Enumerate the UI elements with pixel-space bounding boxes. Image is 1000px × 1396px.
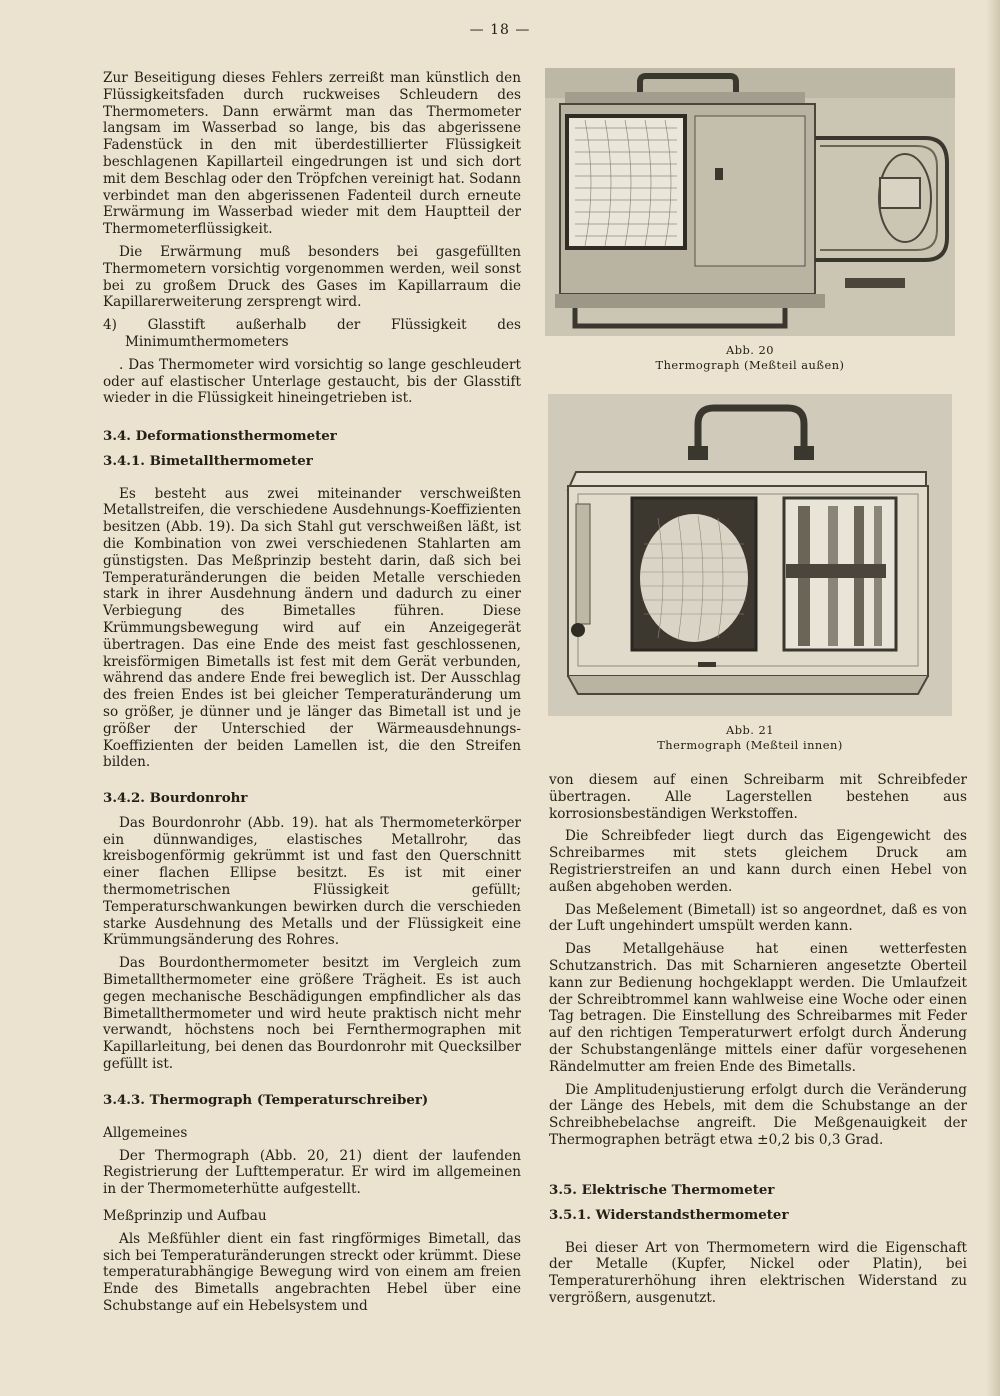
heading-3-4-3: 3.4.3. Thermograph (Temperaturschreiber) — [103, 1092, 429, 1108]
thermograph-interior-illustration — [548, 394, 952, 716]
figure-20-caption — [545, 343, 955, 373]
figure-20-label: Abb. 20 — [725, 343, 775, 357]
figure-21-photo — [548, 394, 952, 716]
heading-3-5-1: 3.5.1. Widerstandsthermometer — [549, 1206, 789, 1223]
figure-21-title: Thermograph (Meßteil innen) — [657, 738, 843, 752]
widerstand-paragraph: Bei dieser Art von Thermometern wird die Eigenschaft der Metalle (Kupfer, Nickel oder Platin), bei Temperaturerhöhung ihren elektrischen Widerstand zu vergrößern, ausgenutzt. — [549, 1239, 967, 1306]
heading-3-4-1: 3.4.1. Bimetallthermometer — [103, 452, 313, 469]
intro-paragraph-1: Zur Beseitigung dieses Fehlers zerreißt man künstlich den Flüssigkeitsfaden durch ruckweises Schleudern des Thermometers. Dann erwärmt man das Thermometer langsam im Wasserbad so lange, bis das abgerissene Fadenstück in den mit überdestillierter Flüssigkeit beschlagenen Kapillarteil eingedrungen ist und sich dort mit dem Beschlag oder den Tröpfchen vereinigt hat. Sodann verbindet man den abgerissenen Fadenteil durch erneute Erwärmung im Wasserbad wieder mit dem Hauptteil der Thermometerflüssigkeit. — [103, 70, 521, 238]
figure-20-title: Thermograph (Meßteil außen) — [655, 358, 845, 372]
right-paragraph-2: Die Schreibfeder liegt durch das Eigengewicht des Schreibarmes mit stets gleichem Druck am Registrierstreifen an und kann durch einen Hebel von außen abgehoben werden. — [549, 828, 967, 895]
heading-3-4-2: 3.4.2. Bourdonrohr — [103, 790, 248, 806]
list-item-4-text: . Das Thermometer wird vorsichtig so lange geschleudert oder auf elastischer Unterlage gestaucht, bis der Glasstift wieder in die Flüssigkeit hineingetrieben ist. — [103, 356, 521, 407]
figure-20-photo — [545, 68, 955, 336]
left-column-top — [103, 70, 521, 413]
bourdon-paragraph-1: Das Bourdonrohr (Abb. 19). hat als Thermometerkörper ein dünnwandiges, elastisches Metallrohr, das kreisbogenförmig gekrümmt ist und fast den Querschnitt einer flachen Ellipse besitzt. Es ist mit einer thermometrischen Flüssigkeit gefüllt; Temperaturschwankungen bewirken durch die verschieden starke Ausdehnung des Metalls und der Flüssigkeit eine Krümmungsänderung des Rohres. — [103, 814, 521, 949]
intro-paragraph-2: Die Erwärmung muß besonders bei gasgefüllten Thermometern vorsichtig vorgenommen werden, weil sonst bei zu großem Druck des Gases im Kapillarraum die Kapillarerweiterung zersprengt wird. — [103, 243, 521, 311]
figure-21-label: Abb. 21 — [725, 723, 775, 737]
heading-3-5: 3.5. Elektrische Thermometer — [549, 1182, 775, 1198]
right-paragraph-4: Das Metallgehäuse hat einen wetterfesten Schutzanstrich. Das mit Scharnieren angesetzte Oberteil kann zur Bedienung hochgeklappt werden. Die Umlaufzeit der Schreibtrommel kann wahlweise eine Woche oder einen Tag betragen. Die Einstellung des Schreibarmes mit Feder auf den richtigen Temperaturwert erfolgt durch Änderung der Schubstangenlänge mittels einer dafür vorgesehenen Rändelmutter am freien Ende des Bimetalls. — [549, 941, 967, 1075]
bourdon-paragraph-2: Das Bourdonthermometer besitzt im Vergleich zum Bimetallthermometer eine größere Trägheit. Es ist auch gegen mechanische Beschädigungen empfindlicher als das Bimetallthermometer und wird heute praktisch nicht mehr verwandt, höchstens noch bei Fernthermographen mit Kapillarleitung, bei denen das Bourdonrohr mit Quecksilber gefüllt ist. — [103, 955, 521, 1072]
messprinzip-paragraph: Als Meßfühler dient ein fast ringförmiges Bimetall, das sich bei Temperaturänderungen streckt oder krümmt. Diese temperaturabhängige Bewegung wird von einem am freien Ende des Bimetalls angebrachten Hebel über eine Schubstange auf ein Hebelsystem und — [103, 1230, 521, 1314]
list-item-4: 4) Glasstift außerhalb der Flüssigkeit des Minimumthermometers — [103, 317, 521, 350]
section-3-5 — [549, 1182, 967, 1313]
right-column-text — [549, 772, 967, 1155]
section-3-4 — [103, 428, 521, 777]
subheading-allgemeines: Allgemeines — [103, 1124, 188, 1141]
page-edge-shadow — [986, 0, 1000, 1396]
heading-3-4: 3.4. Deformationsthermometer — [103, 428, 337, 444]
subheading-messprinzip: Meßprinzip und Aufbau — [103, 1207, 267, 1224]
section-3-4-3 — [103, 1092, 521, 1321]
page-number: — 18 — — [469, 22, 531, 38]
bimetall-paragraph: Es besteht aus zwei miteinander verschweißten Metallstreifen, die verschiedene Ausdehnungs-Koeffizienten besitzen (Abb. 19). Da sich Stahl gut verschweißen läßt, ist die Kombination von zwei verschiedenen Stahlarten am günstigsten. Das Meßprinzip besteht darin, daß sich bei Temperaturänderungen die beiden Metalle verschieden stark in ihrer Ausdehnung ändern und dadurch zu einer Verbiegung des Bimetalles führen. Diese Krümmungsbewegung wird auf ein Anzeigegerät übertragen. Das eine Ende des meist fast geschlossenen, kreisförmigen Bimetalls ist fest mit dem Gerät verbunden, während das andere Ende frei beweglich ist. Der Ausschlag des freien Endes ist bei gleicher Temperaturänderung um so größer, je dünner und je länger das Bimetall ist und je größer der Unterschied der Wärmeausdehnungs-Koeffizienten der beiden Lamellen ist, die den Streifen bilden. — [103, 485, 521, 771]
thermograph-exterior-illustration — [545, 68, 955, 336]
right-paragraph-3: Das Meßelement (Bimetall) ist so angeordnet, daß es von der Luft ungehindert umspült werden kann. — [549, 901, 967, 935]
right-paragraph-1: von diesem auf einen Schreibarm mit Schreibfeder übertragen. Alle Lagerstellen bestehen aus korrosionsbeständigen Werkstoffen. — [549, 772, 967, 822]
allgemeines-paragraph: Der Thermograph (Abb. 20, 21) dient der laufenden Registrierung der Lufttemperatur. Er wird im allgemeinen in der Thermometerhütte aufgestellt. — [103, 1147, 521, 1198]
section-3-4-2 — [103, 790, 521, 1079]
right-paragraph-5: Die Amplitudenjustierung erfolgt durch die Veränderung der Länge des Hebels, mit dem die Schubstange an der Schreibhebelachse angreift. Die Meßgenauigkeit der Thermographen beträgt etwa ±0,2 bis 0,3 Grad. — [549, 1081, 967, 1148]
figure-21-caption — [548, 723, 952, 753]
